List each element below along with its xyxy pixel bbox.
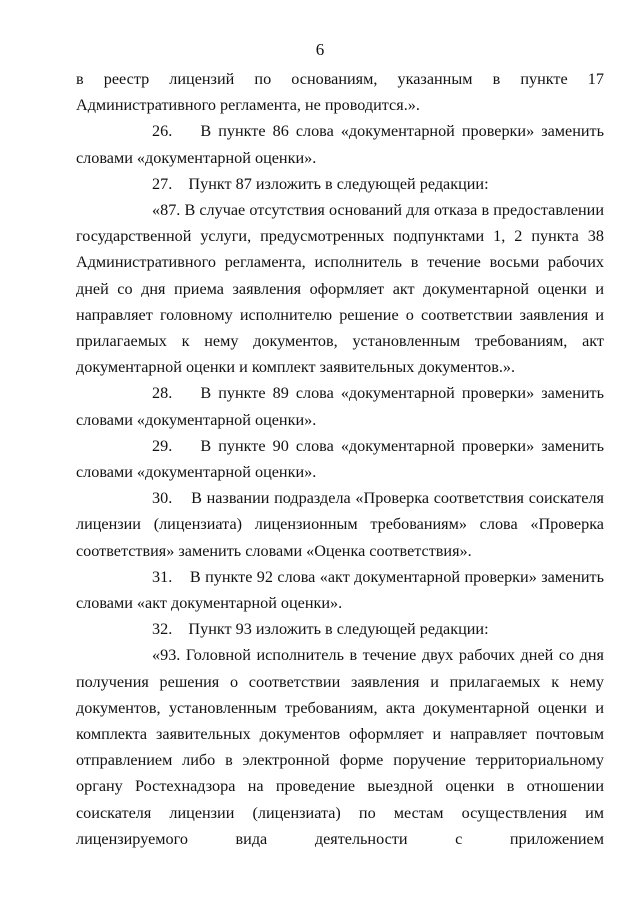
paragraph: «87. В случае отсутствия оснований для отказа в предоставлении государственной услуги, предусмотренных подпунктами 1, 2 пункта 38 Административного регламента, исполнитель в течение восьми рабочих дней со дня приема заявления оформляет акт документарной оценки и направляет головному исполнителю решение о соответствии заявления и прилагаемых к нему документов, установленным требованиям, акт документарной оценки и комплект заявительных документов.».: [76, 201, 604, 377]
paragraph: 28. В пункте 89 слова «документарной проверки» заменить словами «документарной оценки».: [76, 384, 604, 429]
paragraph: 32. Пункт 93 изложить в следующей редакции:: [152, 620, 489, 639]
paragraph: 27. Пункт 87 изложить в следующей редакции:: [152, 174, 489, 193]
paragraph: 31. В пункте 92 слова «акт документарной проверки» заменить словами «акт документарной оценки».: [76, 567, 604, 613]
paragraph: 26. В пункте 86 слова «документарной проверки» заменить словами «документарной оценки».: [76, 122, 604, 167]
paragraph: 30. В названии подраздела «Проверка соответствия соискателя лицензии (лицензиата) лицензионным требованиям» слова «Проверка соответствия» заменить словами «Оценка соответствия».: [76, 489, 604, 560]
page-number: 6: [315, 40, 325, 59]
paragraph: «93. Головной исполнитель в течение двух рабочих дней со дня получения решения о соответствии заявления и прилагаемых к нему документов, установленным требованиям, акта документарной оценки и комплекта заявительных документов оформляет и направляет почтовым отправлением либо в электронной форме поручение территориальному органу Ростехнадзора на проведение выездной оценки в отношении соискателя лицензии (лицензиата) по местам осуществления им лицензируемого вида деятельности с приложением: [76, 646, 604, 848]
document-body: [76, 66, 604, 852]
paragraph: в реестр лицензий по основаниям, указанным в пункте 17 Административного регламента, не проводится.».: [76, 70, 604, 115]
paragraph: 29. В пункте 90 слова «документарной проверки» заменить словами «документарной оценки».: [76, 436, 604, 482]
